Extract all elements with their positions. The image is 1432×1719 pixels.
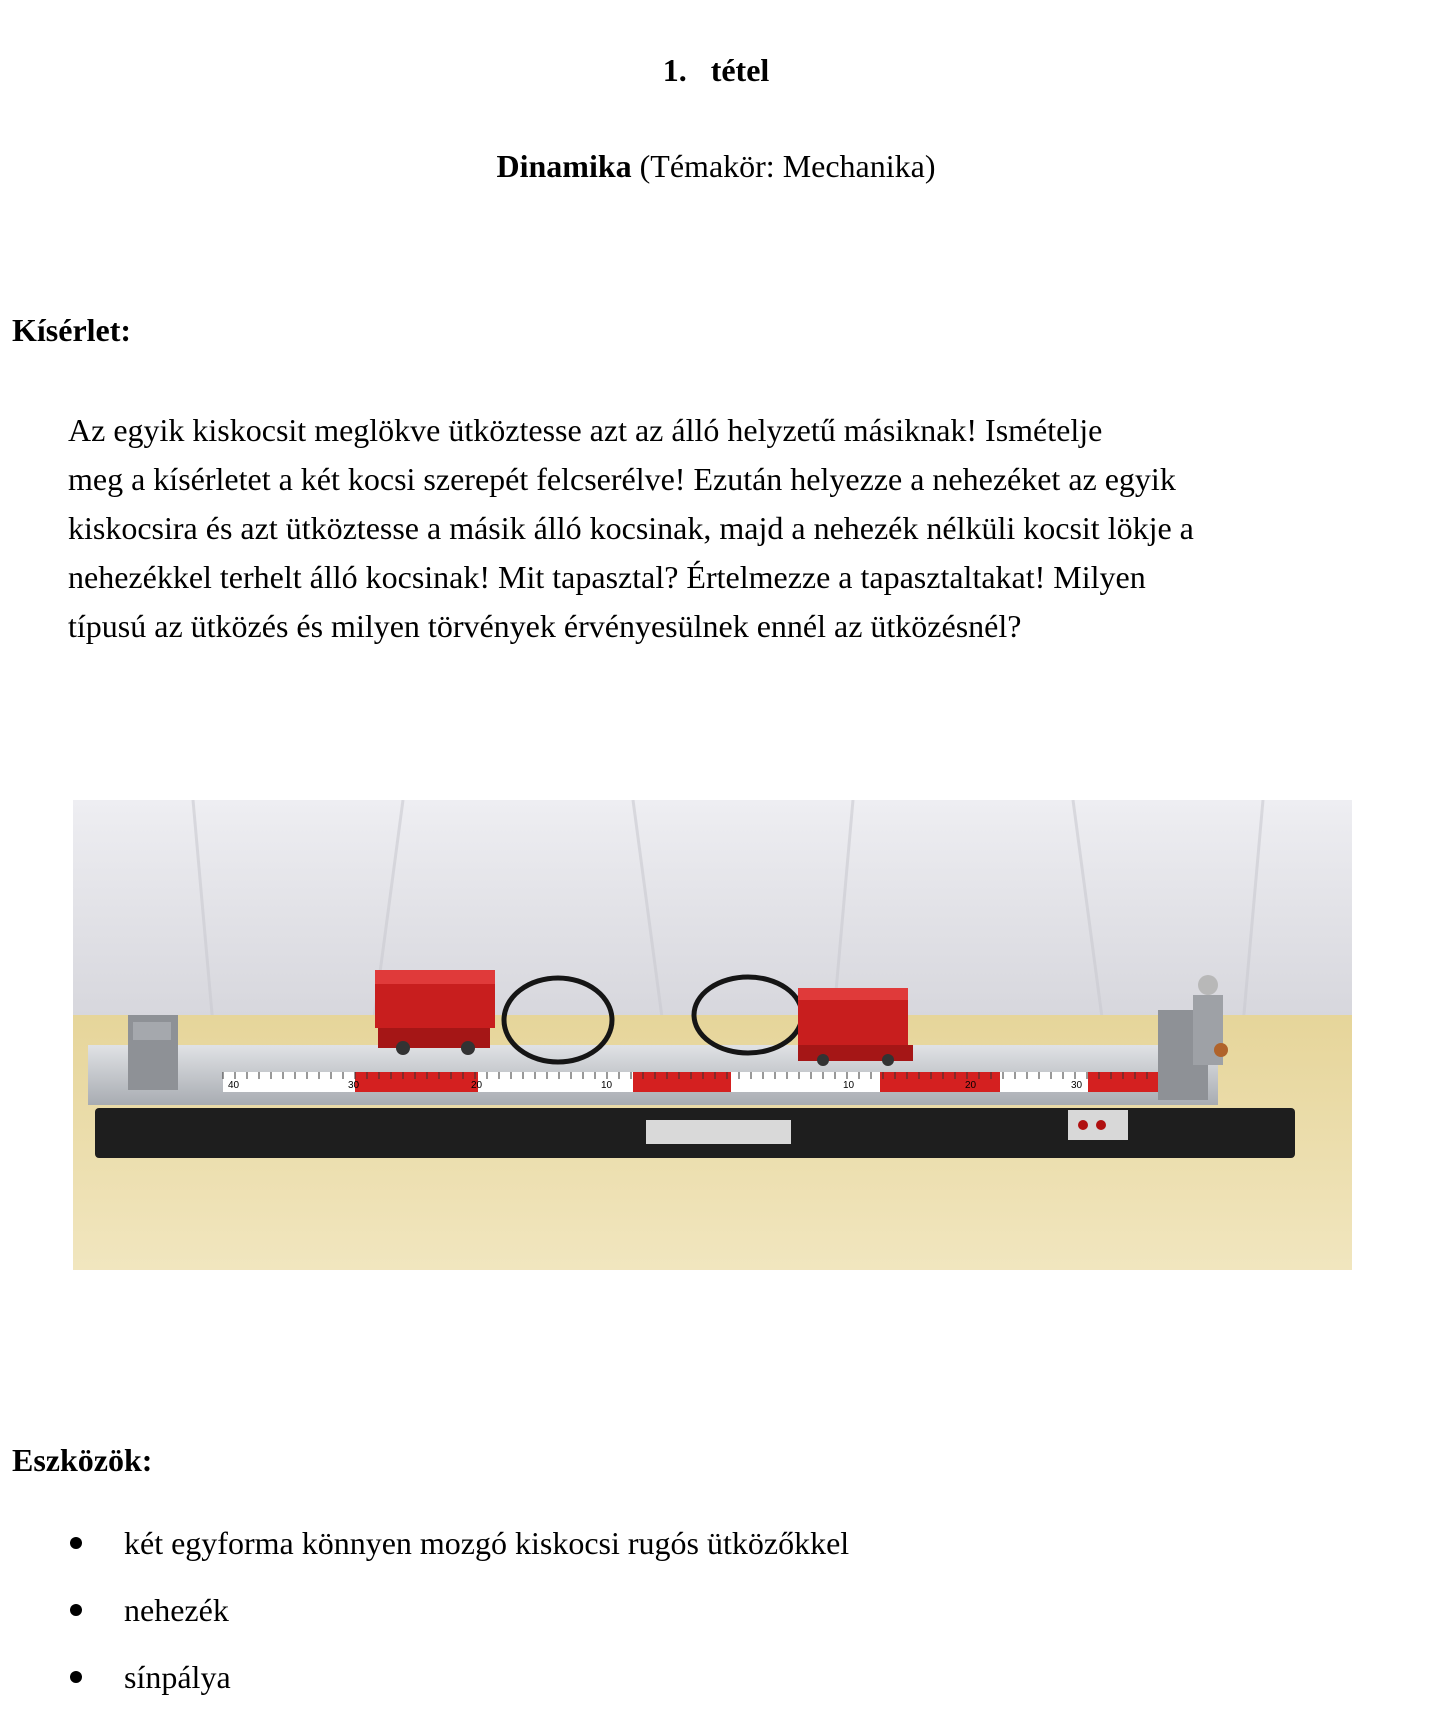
title-text: tétel [710,52,770,88]
left-cart [375,970,495,1055]
paragraph-line: kiskocsira és azt ütköztesse a másik álló kocsinak, majd a nehezék nélküli kocsit lökje a [68,510,1194,546]
list-item [68,1585,849,1652]
subtitle [0,148,1432,185]
page-title [0,52,1432,89]
list-item [68,1652,849,1719]
subtitle-theme: (Témakör: Mechanika) [631,148,936,184]
paragraph-line: típusú az ütközés és milyen törvények érvényesülnek ennél az ütközésnél? [68,608,1022,644]
bullet-icon [70,1604,82,1616]
list-item-text: sínpálya [124,1659,231,1695]
scale-label: 30 [348,1080,360,1091]
bullet-icon [70,1671,82,1683]
label-plate [646,1120,791,1144]
list-item-text: nehezék [124,1592,229,1628]
tools-list [68,1518,849,1719]
right-cart [798,988,913,1066]
title-number: 1. [662,52,687,88]
paragraph-line: meg a kísérletet a két kocsi szerepét felcserélve! Ezután helyezze a nehezéket az egyik [68,461,1176,497]
list-item [68,1518,849,1585]
bullet-icon [70,1537,82,1549]
scale-label: 10 [843,1080,855,1091]
scale-label: 40 [228,1080,240,1091]
subtitle-topic: Dinamika [496,148,632,184]
paragraph-line: nehezékkel terhelt álló kocsinak! Mit tapasztal? Értelmezze a tapasztaltakat! Milyen [68,559,1146,595]
experiment-paragraph [68,406,1388,651]
scale-label: 10 [601,1080,613,1091]
apparatus-photo [73,800,1352,1270]
tools-heading: Eszközök: [12,1442,153,1478]
scale-label: 30 [1071,1080,1083,1091]
scale-label: 20 [471,1080,483,1091]
list-item-text: két egyforma könnyen mozgó kiskocsi rugós ütközőkkel [124,1525,850,1561]
paragraph-line: Az egyik kiskocsit meglökve ütköztesse azt az álló helyzetű másiknak! Ismételje [68,412,1103,448]
experiment-heading: Kísérlet: [12,312,132,348]
background-wall [73,800,1352,1025]
scale-label: 20 [965,1080,977,1091]
